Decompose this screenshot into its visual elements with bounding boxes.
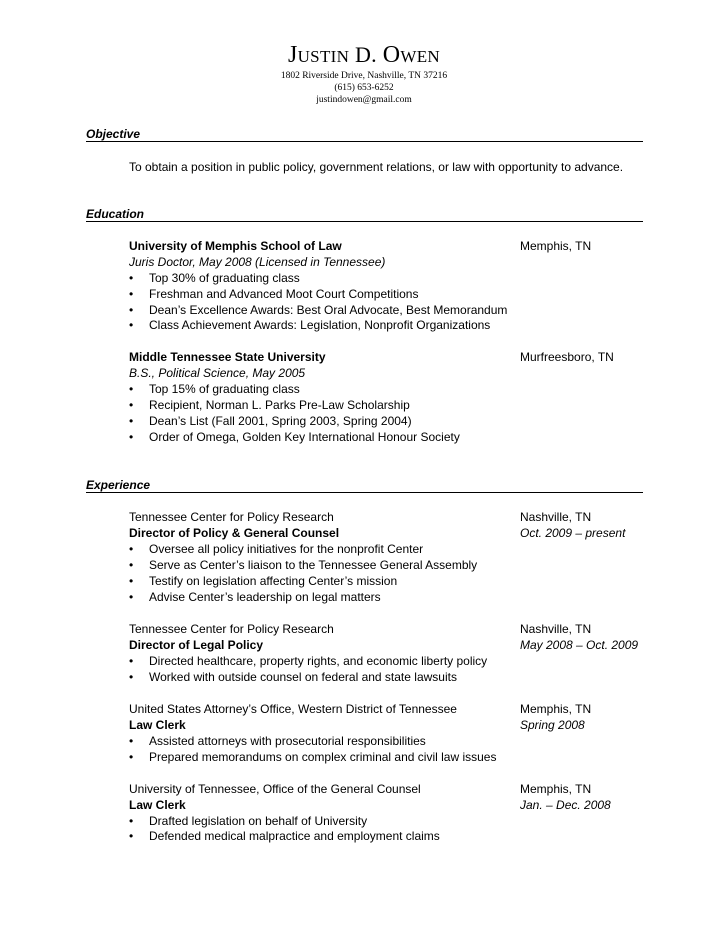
list-item <box>129 590 381 605</box>
job-location: Memphis, TN <box>520 782 592 796</box>
list-item <box>129 287 418 302</box>
bullet-icon: • <box>129 734 134 748</box>
job-organization: Tennessee Center for Policy Research <box>129 622 334 636</box>
school-degree: Juris Doctor, May 2008 (Licensed in Tennessee) <box>129 255 386 269</box>
school-name: Middle Tennessee State University <box>129 350 326 364</box>
name-middle: D. <box>349 42 383 67</box>
school-location: Murfreesboro, TN <box>520 350 614 364</box>
list-item <box>129 750 496 765</box>
list-item-text: Prepared memorandums on complex criminal and civil law issues <box>149 750 497 764</box>
job-location: Nashville, TN <box>520 622 592 636</box>
list-item <box>129 414 412 429</box>
list-item-text: Dean’s List (Fall 2001, Spring 2003, Spring 2004) <box>149 414 412 428</box>
bullet-icon: • <box>129 318 134 332</box>
school-name: University of Memphis School of Law <box>129 239 342 253</box>
job-location: Memphis, TN <box>520 702 592 716</box>
list-item-text: Oversee all policy initiatives for the nonprofit Center <box>149 542 424 556</box>
list-item-text: Serve as Center’s liaison to the Tennessee General Assembly <box>149 558 478 572</box>
bullet-icon: • <box>129 430 134 444</box>
list-item <box>129 271 300 286</box>
job-organization: United States Attorney’s Office, Western District of Tennessee <box>129 702 457 716</box>
bullet-icon: • <box>129 750 134 764</box>
list-item <box>129 542 423 557</box>
job-dates: Oct. 2009 – present <box>520 526 626 540</box>
bullet-icon: • <box>129 398 134 412</box>
list-item-text: Advise Center’s leadership on legal matters <box>149 590 381 604</box>
job-location: Nashville, TN <box>520 510 592 524</box>
list-item <box>129 430 460 445</box>
list-item-text: Freshman and Advanced Moot Court Competitions <box>149 287 419 301</box>
bullet-icon: • <box>129 814 134 828</box>
list-item-text: Defended medical malpractice and employment claims <box>149 829 440 843</box>
list-item <box>129 574 397 589</box>
bullet-icon: • <box>129 303 134 317</box>
list-item <box>129 829 440 844</box>
list-item <box>129 398 410 413</box>
name-initial: J <box>287 42 298 68</box>
list-item <box>129 734 426 749</box>
job-dates: Spring 2008 <box>520 718 585 732</box>
email-text: justindowen@gmail.com <box>316 95 412 105</box>
school-degree: B.S., Political Science, May 2005 <box>129 366 306 380</box>
list-item-text: Recipient, Norman L. Parks Pre-Law Scholarship <box>149 398 410 412</box>
job-organization: Tennessee Center for Policy Research <box>129 510 334 524</box>
list-item <box>129 670 457 685</box>
list-item-text: Top 30% of graduating class <box>149 271 300 285</box>
list-item-text: Dean’s Excellence Awards: Best Oral Advocate, Best Memorandum <box>149 303 508 317</box>
job-dates: Jan. – Dec. 2008 <box>520 798 611 812</box>
list-item-text: Assisted attorneys with prosecutorial responsibilities <box>149 734 426 748</box>
list-item-text: Testify on legislation affecting Center’s mission <box>149 574 398 588</box>
job-title: Law Clerk <box>129 798 186 812</box>
list-item <box>129 814 367 829</box>
list-item-text: Top 15% of graduating class <box>149 382 300 396</box>
objective-text: To obtain a position in public policy, government relations, or law with opportunity to advance. <box>129 160 624 174</box>
bullet-icon: • <box>129 542 134 556</box>
school-location: Memphis, TN <box>520 239 592 253</box>
list-item-text: Worked with outside counsel on federal and state lawsuits <box>149 670 457 684</box>
list-item <box>129 654 487 669</box>
name-last-rest: WEN <box>400 47 441 66</box>
list-item-text: Drafted legislation on behalf of University <box>149 814 368 828</box>
section-heading-experience: Experience <box>86 478 643 493</box>
job-title: Law Clerk <box>129 718 186 732</box>
bullet-icon: • <box>129 574 134 588</box>
bullet-icon: • <box>129 670 134 684</box>
bullet-icon: • <box>129 287 134 301</box>
bullet-icon: • <box>129 558 134 572</box>
list-item-text: Directed healthcare, property rights, and economic liberty policy <box>149 654 488 668</box>
bullet-icon: • <box>129 271 134 285</box>
section-heading-objective: Objective <box>86 127 643 142</box>
address-text: 1802 Riverside Drive, Nashville, TN 37216 <box>280 71 448 81</box>
list-item <box>129 318 490 333</box>
section-heading-education: Education <box>86 207 643 222</box>
list-item <box>129 382 300 397</box>
candidate-name <box>0 42 728 70</box>
phone-text: (615) 653-6252 <box>334 83 394 93</box>
job-title: Director of Legal Policy <box>129 638 264 652</box>
name-first-rest: USTIN <box>297 47 350 66</box>
job-organization: University of Tennessee, Office of the General Counsel <box>129 782 421 796</box>
list-item-text: Class Achievement Awards: Legislation, Nonprofit Organizations <box>149 318 491 332</box>
job-dates: May 2008 – Oct. 2009 <box>520 638 639 652</box>
bullet-icon: • <box>129 829 134 843</box>
list-item-text: Order of Omega, Golden Key International Honour Society <box>149 430 460 444</box>
list-item <box>129 303 507 318</box>
bullet-icon: • <box>129 414 134 428</box>
name-last-initial: O <box>382 42 401 68</box>
job-title: Director of Policy & General Counsel <box>129 526 340 540</box>
resume-header <box>0 42 728 106</box>
bullet-icon: • <box>129 654 134 668</box>
list-item <box>129 558 477 573</box>
bullet-icon: • <box>129 382 134 396</box>
bullet-icon: • <box>129 590 134 604</box>
